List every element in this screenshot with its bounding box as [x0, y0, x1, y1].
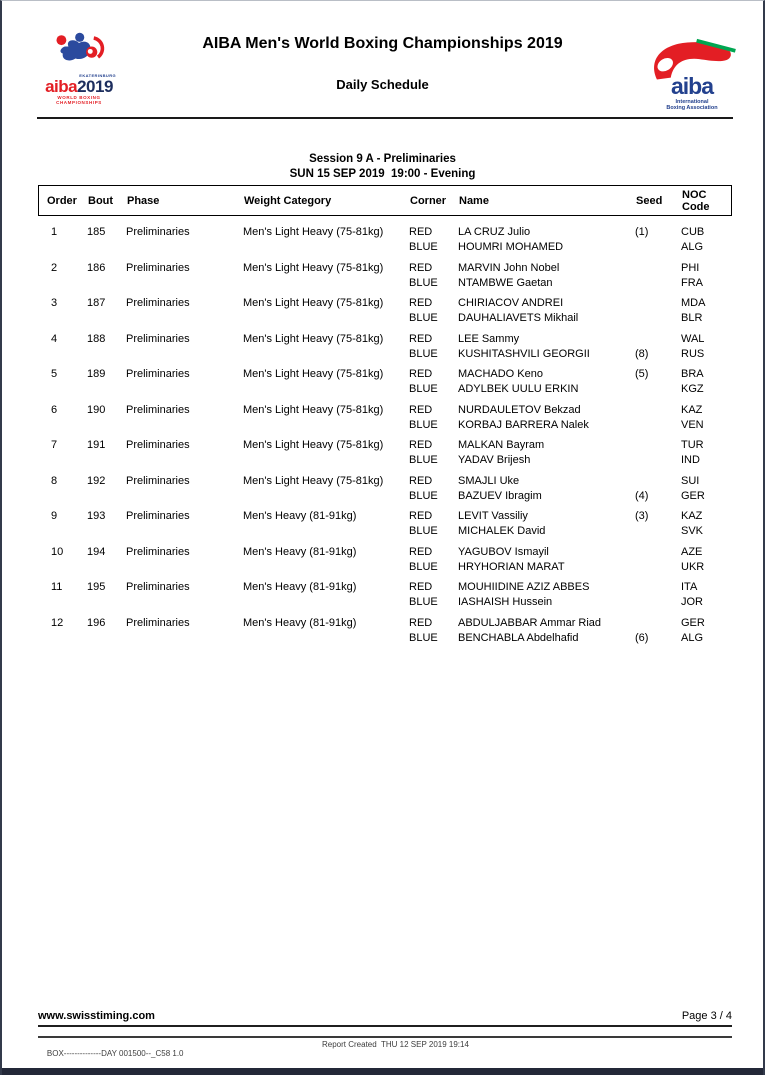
weight-category-cell: Men's Light Heavy (75-81kg)	[243, 332, 384, 345]
blue-boxer-name: NTAMBWE Gaetan	[458, 276, 553, 289]
blue-corner-label: BLUE	[409, 454, 438, 466]
red-boxer-name: MALKAN Bayram	[458, 439, 545, 451]
blue-noc: FRA	[681, 276, 703, 289]
boxer-name-cell	[458, 616, 635, 646]
red-boxer-name: CHIRIACOV ANDREI	[458, 297, 564, 309]
phase-cell: Preliminaries	[126, 510, 190, 522]
red-noc: GER	[681, 616, 705, 629]
red-seed	[635, 438, 681, 453]
report-header	[2, 1, 763, 117]
page-title: AIBA Men's World Boxing Championships 2019	[202, 35, 563, 52]
order-cell	[46, 332, 87, 362]
page-bottom-bar	[0, 1068, 765, 1075]
bout-cell: 186	[87, 261, 106, 274]
blue-boxer-name: YADAV Brijesh	[458, 454, 531, 466]
aiba2019-event-logo	[32, 31, 126, 105]
bout-row	[46, 332, 728, 362]
noc-cell	[681, 367, 728, 397]
corner-cell	[409, 296, 458, 326]
red-boxer-name: MACHADO Keno	[458, 368, 543, 380]
red-boxer-name: LA CRUZ Julio	[458, 226, 531, 238]
page-number: Page 3 / 4	[681, 1010, 732, 1022]
bout-cell: 187	[87, 297, 106, 309]
seed-cell	[635, 296, 681, 326]
phase-cell: Preliminaries	[126, 474, 190, 487]
order-value: 7	[51, 439, 58, 451]
blue-boxer-name: ADYLBEK UULU ERKIN	[458, 383, 579, 395]
seed-cell	[635, 545, 681, 575]
red-seed	[635, 296, 681, 311]
boxer-name-cell	[458, 438, 635, 468]
bout-cell: 188	[87, 332, 106, 345]
blue-seed	[635, 453, 681, 468]
blue-boxer-name: DAUHALIAVETS Mikhail	[458, 312, 579, 324]
corner-cell	[409, 367, 458, 397]
red-seed: (3)	[635, 510, 649, 522]
corner-cell	[409, 474, 458, 504]
order-value: 11	[51, 581, 63, 593]
bout-cell: 192	[87, 474, 106, 487]
order-cell	[46, 616, 87, 646]
phase-cell: Preliminaries	[126, 332, 190, 345]
order-cell	[46, 509, 87, 539]
order-value: 10	[51, 545, 64, 558]
red-noc: PHI	[681, 261, 700, 274]
red-noc: CUB	[681, 226, 705, 238]
red-boxer-name: LEE Sammy	[458, 332, 520, 345]
noc-cell	[681, 580, 728, 610]
order-cell	[46, 474, 87, 504]
blue-noc: IND	[681, 454, 700, 466]
weight-category-cell: Men's Light Heavy (75-81kg)	[243, 297, 384, 309]
weight-category-cell: Men's Light Heavy (75-81kg)	[243, 439, 384, 451]
blue-noc: ALG	[681, 241, 704, 253]
report-created-timestamp: Report Created THU 12 SEP 2019 19:14	[322, 1040, 469, 1049]
blue-noc: KGZ	[681, 383, 704, 395]
red-boxer-name: MOUHIIDINE AZIZ ABBES	[458, 581, 590, 593]
bout-cell: 191	[87, 439, 106, 451]
boxer-name-cell	[458, 403, 635, 433]
red-boxer-name: SMAJLI Uke	[458, 474, 520, 487]
corner-cell	[409, 509, 458, 539]
report-code: BOX--------------DAY 001500--_C58 1.0	[46, 1049, 184, 1058]
red-seed: (5)	[635, 368, 649, 380]
order-value: 1	[51, 226, 58, 238]
red-boxer-name: LEVIT Vassiliy	[458, 510, 528, 522]
red-seed	[635, 332, 681, 347]
noc-cell	[681, 332, 728, 362]
order-cell	[46, 545, 87, 575]
boxer-name-cell	[458, 474, 635, 504]
bout-cell: 193	[87, 510, 106, 522]
blue-seed	[635, 311, 681, 326]
event-wordmark-year: 2019	[77, 76, 113, 96]
phase-cell: Preliminaries	[126, 226, 190, 238]
boxer-name-cell	[458, 261, 635, 291]
red-seed	[635, 545, 681, 560]
blue-seed	[635, 276, 681, 291]
order-value: 4	[51, 332, 58, 345]
noc-cell	[681, 616, 728, 646]
blue-boxer-name: HOUMRI MOHAMED	[458, 241, 564, 253]
boxer-name-cell	[458, 225, 635, 255]
order-cell	[46, 296, 87, 326]
footer	[38, 1010, 732, 1027]
red-seed	[635, 616, 681, 631]
corner-cell	[409, 403, 458, 433]
order-value: 5	[51, 368, 58, 380]
seed-cell	[635, 403, 681, 433]
bout-row	[46, 616, 728, 646]
corner-cell	[409, 545, 458, 575]
red-corner-label: RED	[409, 510, 433, 522]
phase-cell: Preliminaries	[126, 439, 190, 451]
noc-cell	[681, 545, 728, 575]
blue-noc: BLR	[681, 312, 703, 324]
schedule-table	[38, 185, 732, 646]
red-seed: (1)	[635, 226, 649, 238]
weight-category-cell: Men's Light Heavy (75-81kg)	[243, 474, 384, 487]
phase-cell: Preliminaries	[126, 368, 190, 380]
order-cell	[46, 225, 87, 255]
blue-corner-label: BLUE	[409, 631, 438, 644]
bout-row	[46, 545, 728, 575]
blue-boxer-name: BAZUEV Ibragim	[458, 489, 542, 502]
phase-cell: Preliminaries	[126, 581, 190, 593]
order-cell	[46, 580, 87, 610]
blue-corner-label: BLUE	[409, 525, 438, 537]
blue-boxer-name: IASHAISH Hussein	[458, 596, 553, 608]
session-heading	[2, 152, 763, 182]
blue-corner-label: BLUE	[409, 241, 438, 253]
bout-row	[46, 580, 728, 610]
boxer-name-cell	[458, 509, 635, 539]
header-order: Order	[47, 194, 77, 207]
swisstiming-link[interactable]: www.swisstiming.com	[38, 1010, 155, 1022]
red-boxer-name: MARVIN John Nobel	[458, 261, 560, 274]
blue-seed	[635, 524, 681, 539]
blue-noc: VEN	[681, 418, 704, 431]
aiba-caption-line1: International	[675, 98, 709, 105]
event-city-label: EKATERINBURG	[79, 72, 116, 78]
order-value: 9	[51, 510, 58, 522]
boxer-name-cell	[458, 332, 635, 362]
blue-corner-label: BLUE	[409, 560, 438, 573]
blue-noc: GER	[681, 489, 705, 502]
weight-category-cell: Men's Heavy (81-91kg)	[243, 581, 357, 593]
red-noc: BRA	[681, 368, 704, 380]
red-boxer-name: YAGUBOV Ismayil	[458, 545, 549, 558]
phase-cell: Preliminaries	[126, 545, 190, 558]
seed-cell	[635, 616, 681, 646]
order-cell	[46, 367, 87, 397]
header-bout: Bout	[88, 194, 114, 207]
red-seed	[635, 580, 681, 595]
red-corner-label: RED	[409, 297, 433, 309]
blue-corner-label: BLUE	[409, 489, 438, 502]
weight-category-cell: Men's Light Heavy (75-81kg)	[243, 261, 384, 274]
bout-row	[46, 296, 728, 326]
seed-cell	[635, 438, 681, 468]
boxer-name-cell	[458, 367, 635, 397]
blue-corner-label: BLUE	[409, 347, 438, 360]
red-corner-label: RED	[409, 474, 433, 487]
bout-row	[46, 367, 728, 397]
weight-category-cell: Men's Heavy (81-91kg)	[243, 616, 357, 629]
header-noc-code: NOC Code	[682, 188, 710, 213]
blue-corner-label: BLUE	[409, 312, 438, 324]
corner-cell	[409, 438, 458, 468]
bout-row	[46, 509, 728, 539]
red-noc: AZE	[681, 545, 703, 558]
blue-boxer-name: HRYHORIAN MARAT	[458, 560, 565, 573]
blue-corner-label: BLUE	[409, 596, 438, 608]
red-noc: ITA	[681, 581, 698, 593]
aiba-wordmark: aiba	[670, 72, 714, 99]
red-seed	[635, 261, 681, 276]
header-seed: Seed	[636, 194, 663, 207]
order-value: 12	[51, 616, 64, 629]
bout-cell: 196	[87, 616, 106, 629]
noc-cell	[681, 509, 728, 539]
blue-boxer-name: MICHALEK David	[458, 525, 546, 537]
order-value: 8	[51, 474, 58, 487]
red-corner-label: RED	[409, 226, 433, 238]
weight-category-cell: Men's Light Heavy (75-81kg)	[243, 368, 384, 380]
phase-cell: Preliminaries	[126, 403, 190, 416]
red-noc: WAL	[681, 332, 705, 345]
schedule-table-header	[38, 185, 732, 216]
order-value: 6	[51, 403, 58, 416]
blue-seed	[635, 560, 681, 575]
red-boxer-name: NURDAULETOV Bekzad	[458, 403, 581, 416]
red-seed	[635, 403, 681, 418]
phase-cell: Preliminaries	[126, 616, 190, 629]
noc-cell	[681, 261, 728, 291]
seed-cell	[635, 580, 681, 610]
blue-seed	[635, 382, 681, 397]
red-noc: SUI	[681, 474, 700, 487]
event-wordmark	[32, 78, 126, 96]
red-corner-label: RED	[409, 332, 433, 345]
seed-cell	[635, 225, 681, 255]
blue-corner-label: BLUE	[409, 383, 438, 395]
blue-seed: (4)	[635, 489, 649, 502]
bout-cell: 195	[87, 581, 106, 593]
blue-boxer-name: BENCHABLA Abdelhafid	[458, 631, 579, 644]
blue-seed: (8)	[635, 347, 649, 360]
bout-cell: 194	[87, 545, 106, 558]
order-value: 3	[51, 297, 58, 309]
blue-seed: (6)	[635, 631, 649, 644]
bout-cell: 189	[87, 368, 106, 380]
weight-category-cell: Men's Light Heavy (75-81kg)	[243, 403, 384, 416]
red-noc: KAZ	[681, 510, 703, 522]
order-value: 2	[51, 261, 58, 274]
session-datetime: SUN 15 SEP 2019 19:00 - Evening	[289, 168, 476, 180]
corner-cell	[409, 580, 458, 610]
bout-cell: 185	[87, 226, 106, 238]
red-corner-label: RED	[409, 403, 433, 416]
event-wordmark-aiba: aiba	[45, 76, 78, 96]
noc-cell	[681, 474, 728, 504]
boxer-name-cell	[458, 545, 635, 575]
event-caption-line2: CHAMPIONSHIPS	[56, 99, 102, 105]
seed-cell	[635, 332, 681, 362]
noc-cell	[681, 225, 728, 255]
order-cell	[46, 438, 87, 468]
bout-row	[46, 438, 728, 468]
phase-cell: Preliminaries	[126, 297, 190, 309]
corner-cell	[409, 225, 458, 255]
red-corner-label: RED	[409, 545, 433, 558]
blue-corner-label: BLUE	[409, 418, 438, 431]
red-boxer-name: ABDULJABBAR Ammar Riad	[458, 616, 602, 629]
boxer-name-cell	[458, 580, 635, 610]
seed-cell	[635, 367, 681, 397]
red-noc: TUR	[681, 439, 704, 451]
blue-noc: ALG	[681, 631, 704, 644]
seed-cell	[635, 474, 681, 504]
red-corner-label: RED	[409, 616, 433, 629]
header-weight-category: Weight Category	[244, 194, 332, 207]
red-seed	[635, 474, 681, 489]
blue-seed	[635, 418, 681, 433]
boxer-figure-icon	[47, 31, 111, 69]
aiba-association-logo	[641, 37, 743, 111]
seed-cell	[635, 509, 681, 539]
order-cell	[46, 403, 87, 433]
header-divider	[37, 117, 733, 119]
schedule-table-body	[38, 216, 732, 646]
bout-cell: 190	[87, 403, 106, 416]
bout-row	[46, 474, 728, 504]
noc-cell	[681, 403, 728, 433]
event-caption-line1: WORLD BOXING	[57, 94, 101, 100]
corner-cell	[409, 261, 458, 291]
boxer-name-cell	[458, 296, 635, 326]
corner-cell	[409, 616, 458, 646]
footer-divider	[38, 1036, 732, 1038]
order-cell	[46, 261, 87, 291]
blue-seed	[635, 240, 681, 255]
blue-noc: JOR	[681, 596, 703, 608]
blue-noc: RUS	[681, 347, 705, 360]
corner-cell	[409, 332, 458, 362]
bout-row	[46, 225, 728, 255]
weight-category-cell: Men's Heavy (81-91kg)	[243, 510, 357, 522]
noc-cell	[681, 438, 728, 468]
red-noc: KAZ	[681, 403, 703, 416]
aiba-caption-line2: Boxing Association	[666, 104, 718, 111]
blue-seed	[635, 595, 681, 610]
blue-noc: SVK	[681, 525, 704, 537]
blue-boxer-name: KORBAJ BARRERA Nalek	[458, 418, 589, 431]
red-corner-label: RED	[409, 368, 433, 380]
session-title: Session 9 A - Preliminaries	[309, 153, 456, 165]
bout-row	[46, 403, 728, 433]
header-name: Name	[459, 194, 489, 207]
red-corner-label: RED	[409, 581, 433, 593]
phase-cell: Preliminaries	[126, 261, 190, 274]
red-corner-label: RED	[409, 261, 433, 274]
noc-cell	[681, 296, 728, 326]
header-corner: Corner	[410, 194, 447, 207]
weight-category-cell: Men's Heavy (81-91kg)	[243, 545, 357, 558]
red-corner-label: RED	[409, 439, 433, 451]
red-noc: MDA	[681, 297, 706, 309]
page-subtitle: Daily Schedule	[336, 77, 429, 92]
header-phase: Phase	[127, 194, 160, 207]
blue-noc: UKR	[681, 560, 705, 573]
seed-cell	[635, 261, 681, 291]
weight-category-cell: Men's Light Heavy (75-81kg)	[243, 226, 384, 238]
blue-boxer-name: KUSHITASHVILI GEORGII	[458, 347, 590, 360]
bout-row	[46, 261, 728, 291]
blue-corner-label: BLUE	[409, 276, 438, 289]
